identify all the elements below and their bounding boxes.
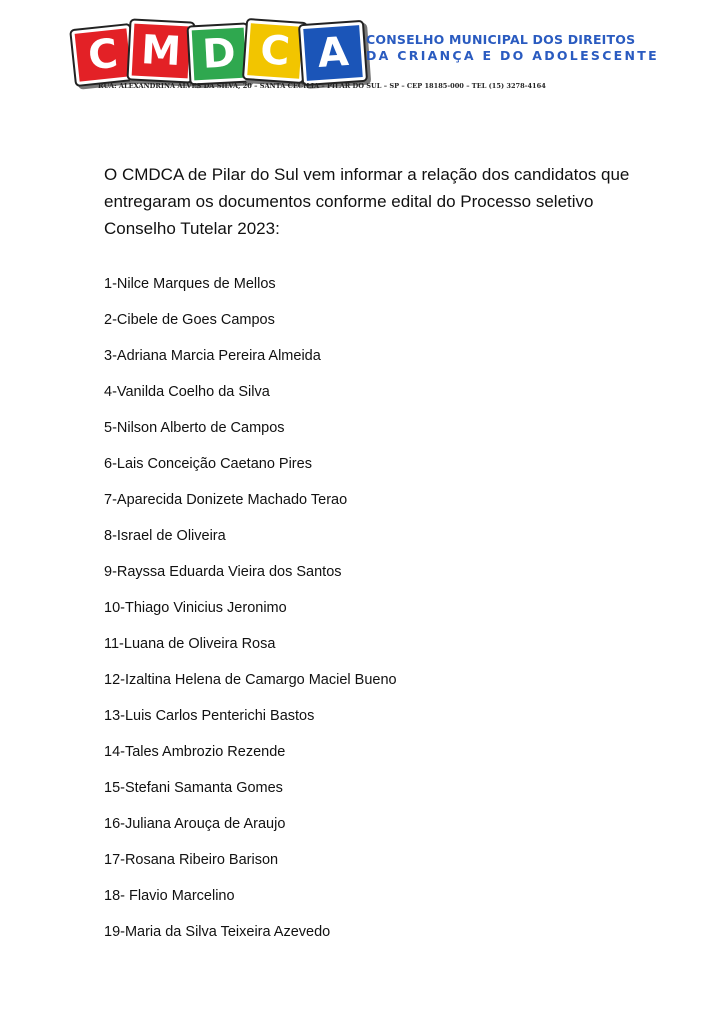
cmdca-logo bbox=[72, 18, 362, 82]
list-item: 13-Luis Carlos Penterichi Bastos bbox=[104, 708, 315, 724]
list-item: 18- Flavio Marcelino bbox=[104, 888, 235, 904]
list-item: 9-Rayssa Eduarda Vieira dos Santos bbox=[104, 564, 342, 580]
list-item: 10-Thiago Vinicius Jeronimo bbox=[104, 600, 287, 616]
intro-paragraph: O CMDCA de Pilar do Sul vem informar a relação dos candidatos que entregaram os documentos conforme edital do Processo seletivo Conselho Tutelar 2023: bbox=[104, 165, 630, 238]
logo-letter-c2: C bbox=[244, 20, 306, 82]
list-item: 6-Lais Conceição Caetano Pires bbox=[104, 456, 312, 472]
list-item: 17-Rosana Ribeiro Barison bbox=[104, 852, 279, 868]
logo-letter-m: M bbox=[129, 20, 194, 81]
address-line: RUA: ALEXANDRINA ALVES DA SILVA, 20 – SANTA CECÍLIA – PILAR DO SUL – SP – CEP 18185-000 – TEL (15) 3278-4164 bbox=[98, 82, 546, 90]
list-item: 1-Nilce Marques de Mellos bbox=[104, 276, 276, 292]
list-item: 14-Tales Ambrozio Rezende bbox=[104, 744, 286, 760]
list-item: 5-Nilson Alberto de Campos bbox=[104, 420, 285, 436]
candidate-list bbox=[104, 272, 397, 956]
council-name bbox=[366, 32, 666, 63]
list-item: 15-Stefani Samanta Gomes bbox=[104, 780, 283, 796]
council-name-line2: DA CRIANÇA E DO ADOLESCENTE bbox=[366, 47, 659, 63]
logo-letter-d: D bbox=[189, 25, 250, 84]
logo-letter-a: A bbox=[300, 22, 366, 84]
list-item: 4-Vanilda Coelho da Silva bbox=[104, 384, 270, 400]
list-item: 7-Aparecida Donizete Machado Terao bbox=[104, 492, 348, 508]
list-item: 11-Luana de Oliveira Rosa bbox=[104, 636, 276, 652]
list-item: 3-Adriana Marcia Pereira Almeida bbox=[104, 348, 321, 364]
list-item: 16-Juliana Arouça de Araujo bbox=[104, 816, 286, 832]
list-item: 12-Izaltina Helena de Camargo Maciel Bueno bbox=[104, 672, 397, 688]
list-item: 8-Israel de Oliveira bbox=[104, 528, 226, 544]
logo-letter-c1: C bbox=[71, 25, 134, 85]
list-item: 19-Maria da Silva Teixeira Azevedo bbox=[104, 924, 331, 940]
list-item: 2-Cibele de Goes Campos bbox=[104, 312, 275, 328]
council-name-line1: CONSELHO MUNICIPAL DOS DIREITOS bbox=[366, 32, 636, 47]
letterhead bbox=[72, 18, 662, 98]
